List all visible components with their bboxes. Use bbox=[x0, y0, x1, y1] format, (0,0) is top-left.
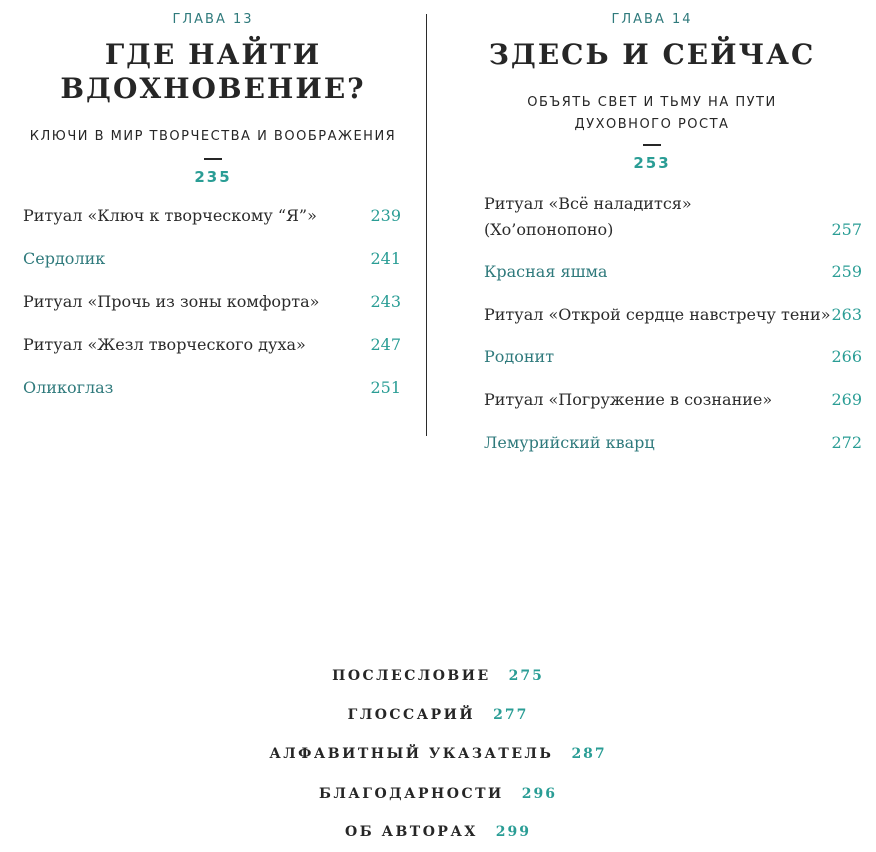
chapter-14-subtitle bbox=[428, 92, 876, 136]
toc-entry[interactable] bbox=[23, 289, 401, 315]
back-matter-item[interactable] bbox=[0, 743, 876, 765]
back-matter-title: ОБ АВТОРАХ bbox=[345, 824, 478, 840]
back-matter-page: 299 bbox=[495, 824, 531, 840]
back-matter-title: ПОСЛЕСЛОВИЕ bbox=[332, 668, 491, 684]
toc-entry[interactable] bbox=[23, 332, 401, 358]
back-matter-item[interactable] bbox=[0, 783, 876, 805]
chapter-13-page[interactable]: 235 bbox=[194, 167, 232, 186]
toc-entry-page: 272 bbox=[831, 433, 862, 452]
toc-entry[interactable] bbox=[484, 387, 862, 413]
toc-entry-title: Оликоглаз bbox=[23, 378, 114, 397]
chapter-13-label: ГЛАВА 13 bbox=[172, 12, 254, 27]
back-matter-item[interactable] bbox=[0, 704, 876, 726]
back-matter-item[interactable] bbox=[0, 821, 876, 843]
toc-entry-title: Ритуал «Ключ к творческому “Я”» bbox=[23, 206, 317, 225]
toc-entry[interactable] bbox=[484, 191, 862, 243]
toc-entry-page: 239 bbox=[370, 206, 401, 225]
column-divider bbox=[426, 14, 427, 436]
toc-entry[interactable] bbox=[23, 375, 401, 401]
toc-entry-page: 247 bbox=[370, 335, 401, 354]
toc-entry-title: Ритуал «Жезл творческого духа» bbox=[23, 335, 306, 354]
toc-entry-title-line1: Ритуал «Всё наладится» bbox=[484, 194, 692, 213]
toc-entry[interactable] bbox=[23, 246, 401, 272]
toc-entry[interactable] bbox=[484, 259, 862, 285]
back-matter-item[interactable] bbox=[0, 665, 876, 687]
chapter-14-section bbox=[428, 0, 876, 452]
toc-entry-title: Сердолик bbox=[23, 249, 106, 268]
toc-entry[interactable] bbox=[484, 430, 862, 456]
chapter-14-title: ЗДЕСЬ И СЕЙЧАС bbox=[488, 38, 816, 71]
toc-entry-page: 243 bbox=[370, 292, 401, 311]
toc-entry-page: 251 bbox=[370, 378, 401, 397]
back-matter-page: 287 bbox=[571, 746, 607, 762]
toc-entry-title: Ритуал «Открой сердце навстречу тени» bbox=[484, 305, 831, 324]
toc-entry[interactable] bbox=[23, 203, 401, 229]
toc-entry-page: 259 bbox=[831, 262, 862, 281]
toc-entry-page: 266 bbox=[831, 347, 862, 366]
toc-entry-title bbox=[484, 191, 692, 243]
toc-entry-page: 269 bbox=[831, 390, 862, 409]
back-matter-page: 296 bbox=[521, 786, 557, 802]
toc-entry-title: Ритуал «Прочь из зоны комфорта» bbox=[23, 292, 320, 311]
back-matter-title: БЛАГОДАРНОСТИ bbox=[319, 786, 504, 802]
back-matter-title: АЛФАВИТНЫЙ УКАЗАТЕЛЬ bbox=[269, 746, 554, 762]
chapter-14-label: ГЛАВА 14 bbox=[611, 12, 693, 27]
toc-entry-title: Лемурийский кварц bbox=[484, 433, 655, 452]
toc-entry-page: 263 bbox=[831, 305, 862, 324]
toc-entry-title-line2: (Хо’опонопоно) bbox=[484, 220, 614, 239]
toc-entry[interactable] bbox=[484, 302, 862, 328]
chapter-14-subtitle-line2: ДУХОВНОГО РОСТА bbox=[574, 117, 730, 132]
chapter-14-subtitle-line1: ОБЪЯТЬ СВЕТ И ТЬМУ НА ПУТИ bbox=[527, 95, 777, 110]
toc-entry-page: 257 bbox=[831, 220, 862, 239]
chapter-14-page[interactable]: 253 bbox=[633, 153, 671, 172]
toc-entry-title: Красная яшма bbox=[484, 262, 608, 281]
back-matter-page: 275 bbox=[508, 668, 544, 684]
back-matter-page: 277 bbox=[493, 707, 529, 723]
toc-entry-title: Ритуал «Погружение в сознание» bbox=[484, 390, 773, 409]
toc-entry-title: Родонит bbox=[484, 347, 555, 366]
chapter-13-title-line1: ГДЕ НАЙТИ bbox=[104, 38, 322, 71]
toc-entry[interactable] bbox=[484, 344, 862, 370]
chapter-14-dash bbox=[643, 144, 661, 146]
chapter-13-subtitle: КЛЮЧИ В МИР ТВОРЧЕСТВА И ВООБРАЖЕНИЯ bbox=[29, 129, 397, 144]
chapter-13-section bbox=[0, 0, 426, 397]
chapter-13-title bbox=[0, 38, 426, 106]
chapter-13-dash bbox=[204, 158, 222, 160]
back-matter-title: ГЛОССАРИЙ bbox=[347, 707, 476, 723]
chapter-13-title-line2: ВДОХНОВЕНИЕ? bbox=[60, 72, 366, 105]
toc-entry-page: 241 bbox=[370, 249, 401, 268]
